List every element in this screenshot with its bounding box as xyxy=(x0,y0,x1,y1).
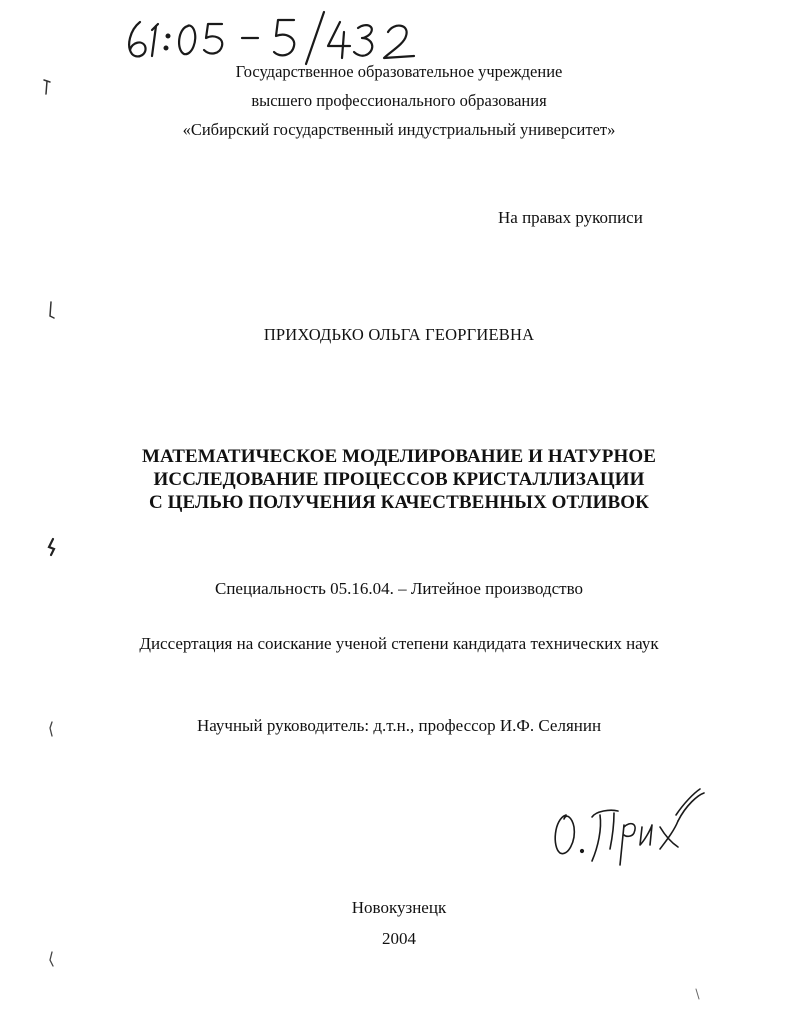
degree-statement: Диссертация на соискание ученой степени кандидата технических наук xyxy=(139,634,659,653)
city: Новокузнецк xyxy=(351,898,447,917)
title-line-2: ИССЛЕДОВАНИЕ ПРОЦЕССОВ КРИСТАЛЛИЗАЦИИ xyxy=(153,469,645,490)
institution-line-3: «Сибирский государственный индустриальный университет» xyxy=(182,120,616,139)
scan-artifact-mark xyxy=(690,985,706,1007)
scan-artifact-mark xyxy=(40,76,56,98)
scan-artifact-mark xyxy=(44,718,60,740)
title-line-1: МАТЕМАТИЧЕСКОЕ МОДЕЛИРОВАНИЕ И НАТУРНОЕ xyxy=(142,446,656,467)
scientific-advisor: Научный руководитель: д.т.н., профессор И.Ф. Селянин xyxy=(196,716,602,735)
handwritten-signature xyxy=(548,785,708,875)
scan-artifact-mark xyxy=(44,948,60,970)
institution-line-1: Государственное образовательное учреждение xyxy=(235,62,563,81)
year: 2004 xyxy=(382,929,416,948)
institution-line-2: высшего профессионального образования xyxy=(251,91,547,110)
scan-artifact-mark xyxy=(44,535,60,557)
handwritten-code xyxy=(118,8,438,68)
title-line-3: С ЦЕЛЬЮ ПОЛУЧЕНИЯ КАЧЕСТВЕННЫХ ОТЛИВОК xyxy=(148,492,650,513)
manuscript-note: На правах рукописи xyxy=(498,208,643,227)
specialty: Специальность 05.16.04. – Литейное производство xyxy=(214,579,584,598)
scan-artifact-mark xyxy=(44,300,60,322)
author-name: ПРИХОДЬКО ОЛЬГА ГЕОРГИЕВНА xyxy=(263,325,535,344)
